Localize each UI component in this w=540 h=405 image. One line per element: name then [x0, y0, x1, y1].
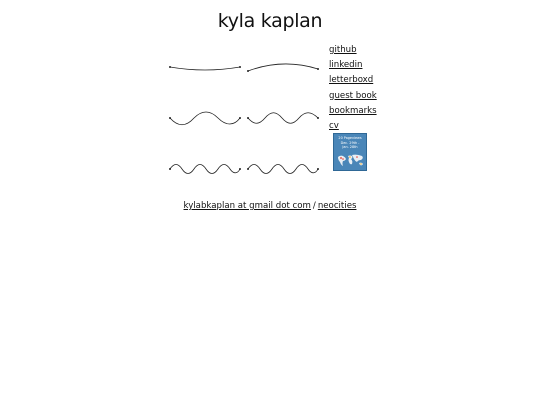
wave-endpoint [247, 117, 249, 119]
wave-endpoint [169, 66, 171, 68]
wave-endpoint [239, 66, 241, 68]
wave-endpoint [239, 168, 241, 170]
wave-endpoint [317, 168, 319, 170]
nav-item-letterboxd [329, 73, 377, 88]
pageview-counter-badge[interactable] [333, 133, 367, 171]
wave-line [248, 165, 318, 174]
bookmarks-link[interactable]: bookmarks [329, 105, 377, 116]
letterboxd-link[interactable]: letterboxd [329, 75, 374, 86]
wave-line [248, 113, 318, 124]
cv-link[interactable]: cv [329, 120, 339, 131]
neocities-link[interactable]: neocities [317, 201, 357, 211]
counter-pageviews: 20 Pageviews [338, 136, 362, 140]
wave-endpoint [169, 168, 171, 170]
nav-item-cv [329, 119, 377, 134]
nav-item-linkedin [329, 58, 377, 73]
wave-decoration-grid [168, 55, 324, 180]
counter-date-start: Dec. 29th - [340, 140, 360, 145]
wave-lines-svg [168, 55, 324, 180]
wave-line [170, 112, 240, 125]
wave-endpoint [317, 117, 319, 119]
wave-line [170, 67, 240, 70]
linkedin-link[interactable]: linkedin [329, 60, 363, 71]
wave-endpoint [239, 117, 241, 119]
wave-endpoint [247, 70, 249, 72]
wave-endpoint [317, 68, 319, 70]
wave-endpoint [169, 117, 171, 119]
wave-line [248, 64, 318, 71]
counter-date-end: Jan. 28th [342, 145, 358, 150]
nav-links [329, 43, 377, 134]
site-title: kyla kaplan [217, 10, 323, 32]
nav-item-bookmarks [329, 104, 377, 119]
nav-item-github [329, 43, 377, 58]
world-map-icon [336, 153, 366, 168]
wave-line [170, 165, 240, 174]
wave-endpoint [247, 168, 249, 170]
guest-book-link[interactable]: guest book [329, 90, 377, 101]
nav-item-guest-book [329, 89, 377, 104]
footer-separator: / [312, 201, 316, 211]
github-link[interactable]: github [329, 45, 357, 55]
footer-contact [0, 201, 540, 211]
email-link[interactable]: kylabkaplan at gmail dot com [183, 201, 311, 211]
